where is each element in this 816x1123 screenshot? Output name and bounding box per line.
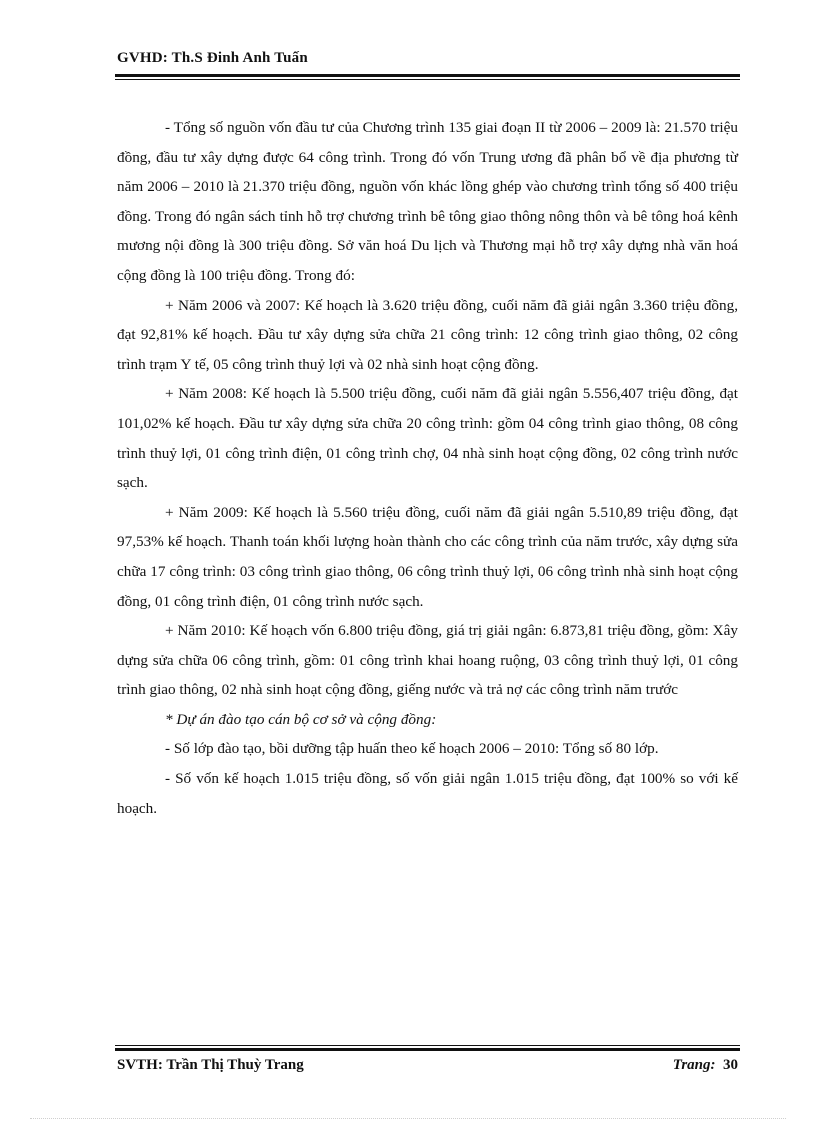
page-label: Trang: [672,1057,716,1073]
paragraph: + Năm 2008: Kế hoạch là 5.500 triệu đồng, cuối năm đã giải ngân 5.556,407 triệu đồng, đạt 101,02% kế hoạch. Đầu tư xây dựng sửa chữa 20 công trình: gồm 04 công trình giao thông, 08 công trình thuỷ lợi, 01 công trình điện, 01 công trình chợ, 04 nhà sinh hoạt cộng đồng, 02 công trình nước sạch. [117,385,738,492]
header-supervisor: GVHD: Th.S Đinh Anh Tuấn [117,50,308,66]
body-text [117,113,738,823]
paragraph: + Năm 2009: Kế hoạch là 5.560 triệu đồng, cuối năm đã giải ngân 5.510,89 triệu đồng, đạt 97,53% kế hoạch. Thanh toán khối lượng hoàn thành cho các công trình của năm trước, xây dựng sửa chữa 17 công trình: 03 công trình giao thông, 06 công trình thuỷ lợi, 06 công trình nhà sinh hoạt cộng đồng, 01 công trình điện, 01 công trình nước sạch. [117,503,738,610]
paragraph: - Số lớp đào tạo, bồi dưỡng tập huấn theo kế hoạch 2006 – 2010: Tổng số 80 lớp. [165,740,659,758]
footer-rule-thick [115,1048,740,1051]
paragraph: - Số vốn kế hoạch 1.015 triệu đồng, số vốn giải ngân 1.015 triệu đồng, đạt 100% so với kế hoạch. [117,770,738,817]
paragraph: + Năm 2010: Kế hoạch vốn 6.800 triệu đồng, giá trị giải ngân: 6.873,81 triệu đồng, gồm: Xây dựng sửa chữa 06 công trình, gồm: 01 công trình khai hoang ruộng, 03 công trình thuỷ lợi, 01 công trình giao thông, 02 nhà sinh hoạt cộng đồng, giếng nước và trả nợ các công trình năm trước [117,622,738,699]
page-number: 30 [723,1057,738,1073]
header-rule-thin [115,79,740,80]
paragraph: - Tổng số nguồn vốn đầu tư của Chương trình 135 giai đoạn II từ 2006 – 2009 là: 21.570 triệu đồng, đầu tư xây dựng được 64 công trình. Trong đó vốn Trung ương đã phân bổ về địa phương từ năm 2006 – 2010 là 21.370 triệu đồng, nguồn vốn khác lồng ghép vào chương trình tổng số 400 triệu đồng. Trong đó ngân sách tỉnh hỗ trợ chương trình bê tông giao thông nông thôn và bê tông hoá kênh mương nội đồng là 300 triệu đồng. Sở văn hoá Du lịch và Thương mại hỗ trợ xây dựng nhà văn hoá cộng đồng là 100 triệu đồng. Trong đó: [117,119,738,284]
section-heading: * Dự án đào tạo cán bộ cơ sở và cộng đồng: [165,710,437,728]
footer-rule-thin [115,1045,740,1046]
paragraph: + Năm 2006 và 2007: Kế hoạch là 3.620 triệu đồng, cuối năm đã giải ngân 3.360 triệu đồng, đạt 92,81% kế hoạch. Đầu tư xây dựng sửa chữa 21 công trình: 12 công trình giao thông, 02 công trình trạm Y tế, 05 công trình thuỷ lợi và 02 nhà sinh hoạt cộng đồng. [117,296,738,373]
page-edge-divider [30,1118,786,1119]
footer-student: SVTH: Trần Thị Thuỳ Trang [117,1057,304,1073]
footer-page [673,1057,738,1074]
header-rule-thick [115,74,740,77]
